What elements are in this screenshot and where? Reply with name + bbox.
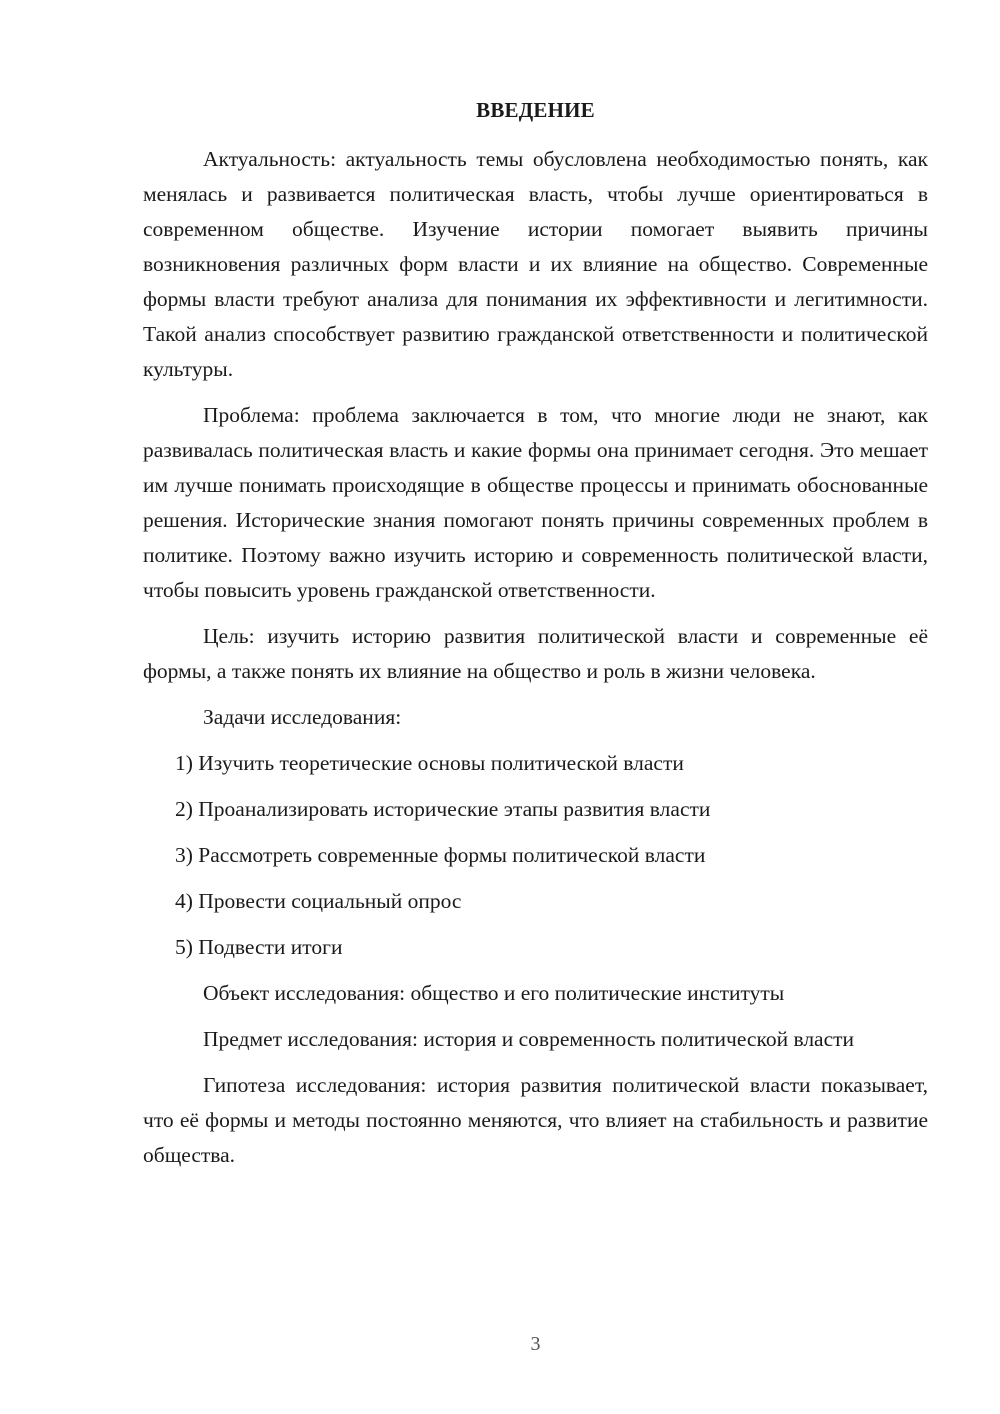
paragraph-subject: Предмет исследования: история и современность политической власти	[203, 1027, 855, 1051]
list-item: 1) Изучить теоретические основы политической власти	[175, 751, 684, 775]
list-item: 4) Провести социальный опрос	[175, 889, 462, 913]
tasks-list	[143, 746, 928, 965]
page-title: ВВЕДЕНИЕ	[476, 98, 595, 122]
paragraph-hypothesis: Гипотеза исследования: история развития политической власти показывает, что её формы и методы постоянно меняются, что влияет на стабильность и развитие общества.	[143, 1073, 928, 1167]
page-number: 3	[530, 1333, 541, 1355]
paragraph-problem: Проблема: проблема заключается в том, что многие люди не знают, как развивалась политическая власть и какие формы она принимает сегодня. Это мешает им лучше понимать происходящие в обществе процессы и принимать обоснованные решения. Исторические знания помогают понять причины современных проблем в политике. Поэтому важно изучить историю и современность политической власти, чтобы повысить уровень гражданской ответственности.	[143, 403, 928, 602]
list-item: 3) Рассмотреть современные формы политической власти	[175, 843, 706, 867]
paragraph-goal: Цель: изучить историю развития политической власти и современные её формы, а также понять их влияние на общество и роль в жизни человека.	[143, 624, 928, 683]
paragraph-object: Объект исследования: общество и его политические институты	[203, 981, 785, 1005]
list-item: 2) Проанализировать исторические этапы развития власти	[175, 797, 711, 821]
paragraph-relevance: Актуальность: актуальность темы обусловлена необходимостью понять, как менялась и развивается политическая власть, чтобы лучше ориентироваться в современном обществе. Изучение истории помогает выявить причины возникновения различных форм власти и их влияние на общество. Современные формы власти требуют анализа для понимания их эффективности и легитимности. Такой анализ способствует развитию гражданской ответственности и политической культуры.	[143, 147, 928, 381]
list-item: 5) Подвести итоги	[175, 935, 343, 959]
document-body	[143, 142, 928, 1173]
document-page	[143, 0, 928, 1414]
paragraph-tasks-heading: Задачи исследования:	[203, 705, 402, 729]
